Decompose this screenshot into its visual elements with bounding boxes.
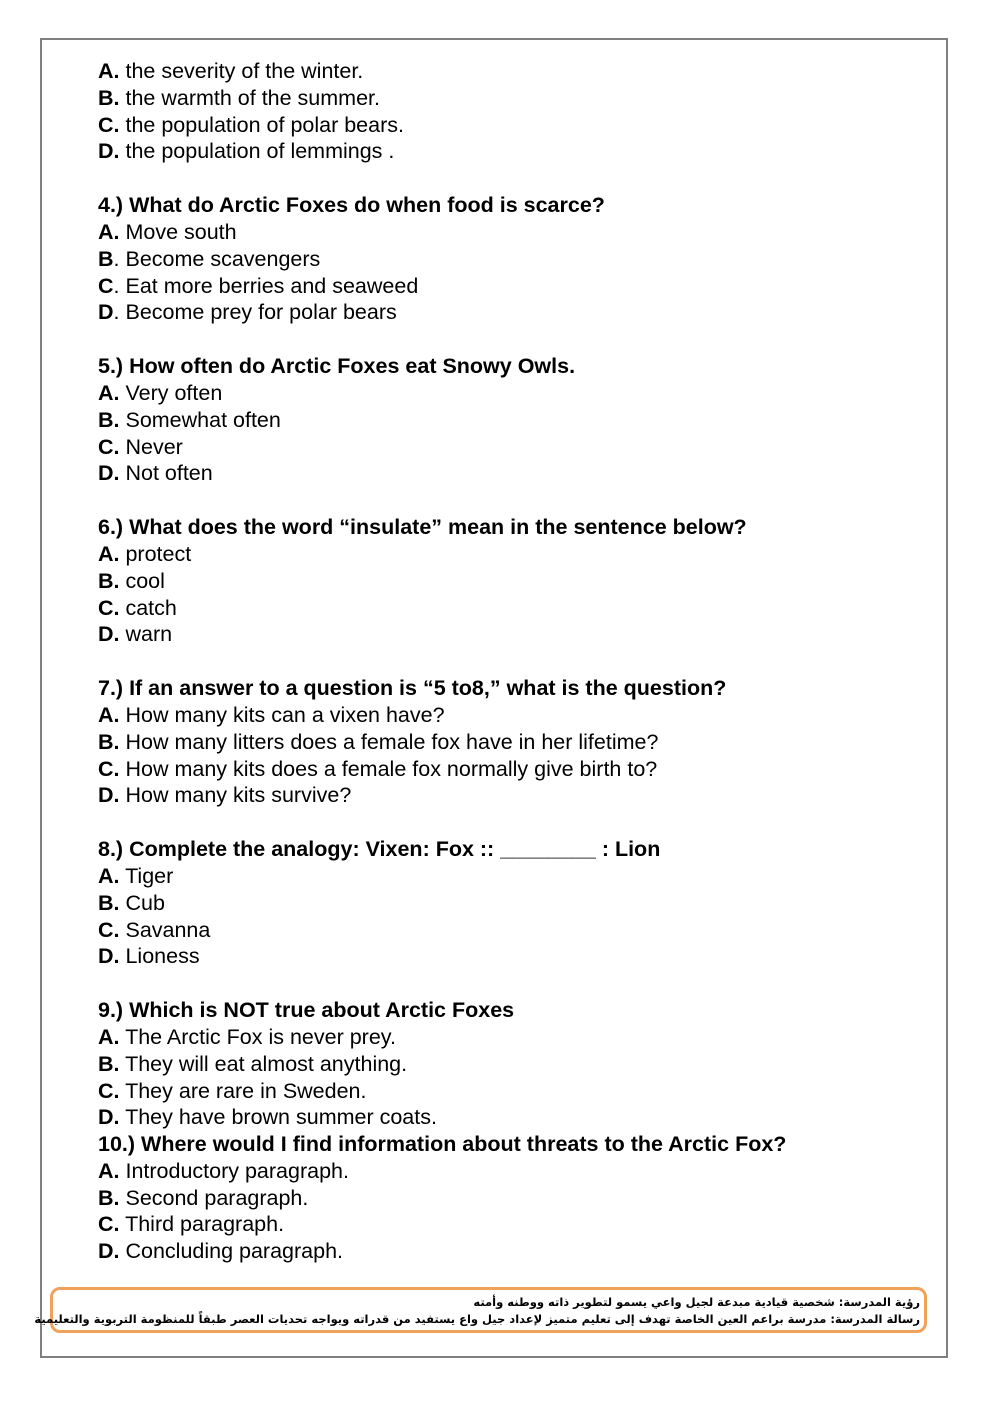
option-b	[98, 246, 918, 273]
option-text: Concluding paragraph.	[119, 1239, 344, 1264]
option-c	[98, 434, 918, 461]
question-text: 9.) Which is NOT true about Arctic Foxes	[98, 998, 515, 1023]
option-c	[98, 273, 918, 300]
question-text: 8.) Complete the analogy: Vixen: Fox :: ________ : Lion	[98, 837, 661, 862]
option-letter: C	[98, 273, 114, 298]
option-letter: A.	[98, 863, 120, 888]
option-b	[98, 407, 918, 434]
option-letter: B.	[98, 407, 120, 432]
option-text: protect	[119, 541, 192, 566]
option-a	[98, 1024, 918, 1051]
prev-question-options	[98, 58, 918, 165]
option-letter: B.	[98, 85, 120, 110]
option-text: the population of lemmings .	[119, 139, 395, 164]
option-text: Savanna	[119, 917, 211, 942]
option-d	[98, 943, 918, 970]
option-letter: D	[98, 300, 114, 325]
option-text: They have brown summer coats.	[119, 1105, 437, 1130]
school-footer	[34, 1287, 927, 1333]
school-vision: رؤية المدرسة: شخصية قيادية مبدعة لجيل واعي يسمو لتطوير ذاته ووطنه وأمته	[473, 1295, 920, 1309]
option-letter: B.	[98, 568, 120, 593]
option-d	[98, 1238, 918, 1265]
option-letter: D.	[98, 783, 120, 808]
option-b	[98, 1051, 918, 1078]
option-d	[98, 1104, 918, 1131]
option-text: They will eat almost anything.	[119, 1051, 408, 1076]
option-text: . Become scavengers	[113, 246, 321, 271]
question-8	[98, 836, 918, 970]
school-mission: رسالة المدرسة: مدرسة براعم العين الخاصة تهدف إلى تعليم متميز لإعداد جيل واع يستفيد من قدراته ويواجه تحديات العصر طبقاً للمنظومة التربوية والتعليمية	[34, 1312, 920, 1326]
option-text: catch	[119, 595, 177, 620]
option-letter: B.	[98, 1185, 120, 1210]
option-c	[98, 595, 918, 622]
option-letter: A.	[98, 219, 120, 244]
question-text: 4.) What do Arctic Foxes do when food is scarce?	[98, 193, 605, 218]
option-b	[98, 85, 918, 112]
option-b	[98, 568, 918, 595]
option-letter: B	[98, 246, 114, 271]
option-a	[98, 863, 918, 890]
option-text: Not often	[119, 461, 213, 486]
option-text: Never	[119, 434, 183, 459]
option-letter: D.	[98, 944, 120, 969]
option-letter: C.	[98, 917, 120, 942]
option-text: cool	[119, 568, 165, 593]
option-a	[98, 702, 918, 729]
option-text: Tiger	[119, 863, 174, 888]
option-a	[98, 58, 918, 85]
option-c	[98, 1211, 918, 1238]
option-text: Move south	[119, 219, 237, 244]
option-d	[98, 299, 918, 326]
option-letter: B.	[98, 729, 120, 754]
option-text: Lioness	[119, 944, 200, 969]
question-10	[98, 1131, 918, 1265]
quiz-content	[98, 58, 918, 1265]
option-text: Introductory paragraph.	[119, 1158, 349, 1183]
option-letter: C.	[98, 1078, 120, 1103]
option-letter: A.	[98, 702, 120, 727]
option-letter: D.	[98, 1105, 120, 1130]
option-b	[98, 890, 918, 917]
option-text: the population of polar bears.	[119, 112, 404, 137]
option-letter: C.	[98, 112, 120, 137]
option-a	[98, 219, 918, 246]
option-letter: C.	[98, 595, 120, 620]
option-d	[98, 782, 918, 809]
option-text: the warmth of the summer.	[119, 85, 380, 110]
option-a	[98, 380, 918, 407]
option-letter: D.	[98, 1239, 120, 1264]
option-letter: C.	[98, 434, 120, 459]
option-d	[98, 138, 918, 165]
option-a	[98, 1158, 918, 1185]
option-letter: D.	[98, 622, 120, 647]
option-c	[98, 917, 918, 944]
option-letter: D.	[98, 139, 120, 164]
question-text: 5.) How often do Arctic Foxes eat Snowy Owls.	[98, 354, 576, 379]
option-c	[98, 112, 918, 139]
option-text: How many kits survive?	[119, 783, 352, 808]
question-text: 6.) What does the word “insulate” mean in the sentence below?	[98, 515, 747, 540]
option-text: Cub	[119, 890, 165, 915]
option-text: Second paragraph.	[119, 1185, 309, 1210]
option-letter: A.	[98, 541, 120, 566]
option-text: They are rare in Sweden.	[119, 1078, 367, 1103]
option-text: . Become prey for polar bears	[113, 300, 397, 325]
option-text: Very often	[119, 380, 223, 405]
option-d	[98, 621, 918, 648]
question-6	[98, 514, 918, 648]
option-letter: C.	[98, 756, 120, 781]
option-text: How many kits does a female fox normally give birth to?	[119, 756, 658, 781]
option-letter: A.	[98, 1158, 120, 1183]
question-5	[98, 353, 918, 487]
option-text: warn	[119, 622, 173, 647]
option-d	[98, 460, 918, 487]
option-text: The Arctic Fox is never prey.	[119, 1024, 396, 1049]
option-letter: A.	[98, 59, 120, 83]
option-letter: C.	[98, 1212, 120, 1237]
option-b	[98, 729, 918, 756]
option-letter: B.	[98, 890, 120, 915]
option-text: the severity of the winter.	[119, 59, 364, 83]
question-text: 10.) Where would I find information about threats to the Arctic Fox?	[98, 1132, 787, 1157]
option-text: How many kits can a vixen have?	[119, 702, 445, 727]
option-letter: A.	[98, 380, 120, 405]
question-text: 7.) If an answer to a question is “5 to8,” what is the question?	[98, 676, 727, 701]
option-text: How many litters does a female fox have in her lifetime?	[119, 729, 659, 754]
question-4	[98, 192, 918, 326]
option-c	[98, 1078, 918, 1105]
option-letter: D.	[98, 461, 120, 486]
option-text: Third paragraph.	[119, 1212, 285, 1237]
option-text: Somewhat often	[119, 407, 281, 432]
option-c	[98, 756, 918, 783]
option-letter: B.	[98, 1051, 120, 1076]
option-letter: A.	[98, 1024, 120, 1049]
option-a	[98, 541, 918, 568]
question-9	[98, 997, 918, 1131]
option-text: . Eat more berries and seaweed	[113, 273, 419, 298]
option-b	[98, 1185, 918, 1212]
question-7	[98, 675, 918, 809]
